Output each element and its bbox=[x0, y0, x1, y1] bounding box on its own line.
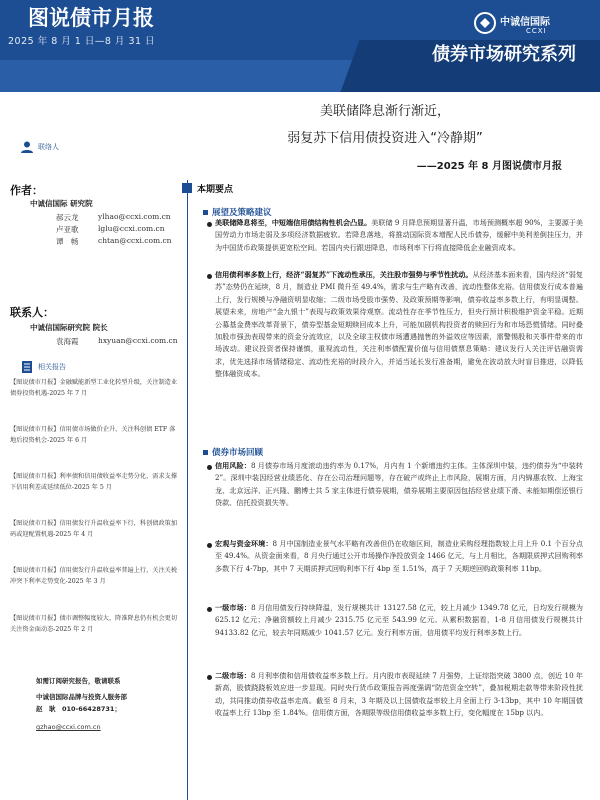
related-reports-label: 相关报告 bbox=[38, 363, 66, 371]
paragraph-body: 从经济基本面来看，国内经济“弱复苏”态势仍在延续，8 月，制造业 PMI 微升至 49.4%，需求与生产略有改善，流动性整体充裕。信用债发行成本普遍上行，发行规模与净融资明显收缩；二级市场受股市强势、及政策预期等影响，债券收益率多数上行，有明显调整。展望未来，房地产“金九银十”表现与政策效果待观察。流动性存在季节性压力，但央行预计积极维护资金平稳。近期公募基金费率改革背景下，债券型基金短期赎回成本上升，可能加剧机构投资者的赎回行为和市场恐慌情绪。同时叠加股市强劲表现带来的资金分流效应，以及全球主权债市场遭遇抛售的外溢效应等因素，需警惕股和关事件带来的市场波动。建议投资者保持谨慎，重视流动性，关注利率债配置价值与信用债票息策略：建议发行人关注评估融资需求，优先选择市场情绪稳定、流动性充裕的时段介入，并适当延长发行准备期，避免在波动放大时盲目推进，以降低整体融资成本。 bbox=[215, 270, 583, 379]
logo-name: 中诚信国际 bbox=[500, 17, 550, 28]
paragraph-body: 8 月中国制造业景气水平略有改善但仍在收缩区间，制造业采购经理指数较上月上升 0.1 个百分点至 49.4%。从资金面来看，8 月央行通过公开市场操作净投放资金 1466 亿元，与上月相比，各期限质押式回购利率多数下行 4-7bp，其中 7 天期质押式回购利率下行 4bp 至 1.51%，高于 7 天期逆回购政策利率 11bp。 bbox=[215, 539, 584, 573]
contact-label: 联系人： bbox=[10, 306, 54, 319]
bullet-icon bbox=[207, 607, 212, 612]
section-heading bbox=[203, 446, 263, 458]
paragraph-lead: 信用风险： bbox=[215, 461, 251, 470]
subscription-info bbox=[36, 675, 127, 733]
paragraph bbox=[215, 460, 583, 510]
highlights-label: 本期要点 bbox=[197, 185, 234, 195]
paragraph-body: 8 月利率债和信用债收益率多数上行。月内股市表现延续 7 月强势，上证综指突破 3800 点，创近 10 年新高，股债跷跷板效应进一步显现。同时央行货币政策报告再度强调“防范资金空转”，叠加税期走款等带来阶段性扰动，共同推动债券收益率走高。截至 8 月末，3 年期及以上国债收益率较上月全面上行 3-13bp，其中 10 年期国债收益率上行 13bp 至 1.84%。信用债方面，各期限等级信用债收益率多数上行，变化幅度在 15bp 以内。 bbox=[215, 671, 584, 718]
paragraph-body: 8 月债券市场月度滚动违约率为 0.17%，月内有 1 个新增违约主体。主体深圳中装，违约债券为“中装转 2”。深圳中装因经营业绩恶化、存在公司治理问题等，存在破产或终止上市风险，展期方面，月内锦惠农牧、上海宝龙、北京远洋、正兴隆、鹏博士共 5 家主体进行债券展期，债券展期主要原因包括经营业绩下滑、未能如期偿还银行贷款、信托投资损失等。 bbox=[215, 461, 583, 508]
subscribe-contact: 赵 耿 010-66428731； bbox=[36, 705, 121, 713]
bullet-icon bbox=[207, 543, 212, 548]
section-marker bbox=[203, 210, 208, 215]
contact-row bbox=[56, 336, 178, 347]
paragraph bbox=[215, 269, 583, 381]
report-body bbox=[187, 180, 587, 800]
related-report-link[interactable]: 【图说债市月报】利率债和信用债收益率走势分化，需求支撑下信用利差或延续低位-2025 年 5 月 bbox=[10, 473, 178, 491]
paragraph-lead: 美联储降息将至，中短端信用债结构性机会凸显。 bbox=[215, 218, 372, 227]
section-marker bbox=[203, 450, 208, 455]
bullet-icon bbox=[207, 675, 212, 680]
author-name: 谭 畅 bbox=[56, 237, 79, 246]
contact-name: 袁海霞 bbox=[56, 337, 79, 346]
related-reports-heading bbox=[20, 360, 66, 374]
date-range: 2025 年 8 月 1 日—8 月 31 日 bbox=[8, 36, 156, 47]
paragraph-body: 8 月信用债发行持续降温，发行规模共计 13127.58 亿元，较上月减少 1349.78 亿元，日均发行规模为 625.12 亿元；净融资额较上月减少 2315.75 亿元至 543.99 亿元。从累积数据看，1-8 月信用债发行规模共计 94133.82 亿元，较去年同期减少 1041.57 亿元。发行利率方面，信用债平均发行利率多数上行。 bbox=[215, 603, 584, 637]
author-row bbox=[56, 212, 171, 223]
paragraph-lead: 信用债利率多数上行，经济“弱复苏”下流动性承压，关注股市强势与季节性扰动。 bbox=[215, 270, 473, 279]
report-subtitle: ——2025 年 8 月图说债市月报 bbox=[416, 161, 562, 172]
ccxi-logo bbox=[474, 8, 584, 44]
author-email[interactable]: chtan@ccxi.com.cn bbox=[98, 236, 172, 245]
author-org: 中诚信国际 研究院 bbox=[30, 199, 93, 208]
report-series-title: 债券市场研究系列 bbox=[432, 44, 576, 65]
document-icon bbox=[20, 360, 34, 374]
related-report-link[interactable]: 【图说债市月报】信用债发行升温收益率普遍上行，关注关税冲突下利率走势变化-2025 年 3 月 bbox=[10, 567, 178, 585]
related-report-link[interactable]: 【图说债市月报】债市调整幅度较大，降准降息仍有机会更切关注资金面动态-2025 年 2 月 bbox=[10, 615, 178, 633]
bullet-icon bbox=[207, 465, 212, 470]
contact-heading bbox=[20, 140, 59, 154]
related-reports-list bbox=[10, 378, 178, 661]
author-row bbox=[56, 224, 165, 235]
related-report-link[interactable]: 【图说债市月报】信用债发行升温收益率下行，科创债政策加码或迎配置机遇-2025 年 4 月 bbox=[10, 520, 178, 538]
subscribe-line-1: 如需订阅研究报告，敬请联系 bbox=[36, 677, 121, 685]
ccxi-logo-icon bbox=[474, 12, 496, 34]
paragraph-lead: 宏观与资金环境： bbox=[215, 539, 273, 548]
person-icon bbox=[20, 140, 34, 154]
author-email[interactable]: lglu@ccxi.com.cn bbox=[98, 224, 165, 233]
paragraph-lead: 二级市场： bbox=[215, 671, 251, 680]
contact-heading-label: 联络人 bbox=[38, 143, 59, 151]
bullet-icon bbox=[207, 274, 212, 279]
contact-email[interactable]: hxyuan@ccxi.com.cn bbox=[98, 336, 178, 345]
section-title: 债券市场回顾 bbox=[212, 448, 264, 458]
section-title: 展望及策略建议 bbox=[212, 208, 272, 218]
divider-line bbox=[187, 180, 188, 800]
paragraph-body: 美联储 9 月降息预期显著升温，市场预测概率超 90%，主要源于美国劳动力市场走弱及多项经济数据疲软。若降息落地，将推动国际资本增配人民币债券，缓解中美利差倒挂压力，并为中国货币政策提供更宽松空间。若国内央行跟进降息，市场利率下行将直接降低企业融资成本。 bbox=[215, 218, 584, 252]
bullet-icon bbox=[207, 222, 212, 227]
paragraph bbox=[215, 670, 583, 720]
logo-sub: CCXI bbox=[526, 27, 547, 35]
subscribe-email[interactable]: gzhao@ccxi.com.cn bbox=[36, 723, 101, 731]
contact-org: 中诚信国际研究院 院长 bbox=[30, 323, 108, 332]
title-line-1: 美联储降息渐行渐近， bbox=[319, 104, 450, 119]
subscribe-line-2: 中诚信国际品牌与投资人服务部 bbox=[36, 693, 127, 701]
report-banner bbox=[0, 0, 600, 92]
paragraph-lead: 一级市场： bbox=[215, 603, 252, 612]
paragraph bbox=[215, 538, 583, 575]
title-line-2: 弱复苏下信用债投资进入“冷静期” bbox=[287, 131, 483, 146]
paragraph bbox=[215, 217, 583, 254]
authors-label: 作者： bbox=[10, 184, 43, 197]
sidebar bbox=[0, 140, 180, 800]
author-name: 郝云龙 bbox=[56, 213, 79, 222]
author-name: 卢亚歌 bbox=[56, 225, 79, 234]
author-email[interactable]: ylhao@ccxi.com.cn bbox=[98, 212, 171, 221]
related-report-link[interactable]: 【图说债市月报】信用债市场做价企升，关注科创债 ETF 落地后投资机会-2025 年 6 月 bbox=[10, 426, 176, 444]
paragraph bbox=[215, 602, 583, 639]
series-title: 图说债市月报 bbox=[28, 6, 154, 30]
highlights-marker bbox=[182, 183, 192, 193]
related-report-link[interactable]: 【图说债市月报】金融赋能新型工业化转型升级，关注制造业债券投资机遇-2025 年 7 月 bbox=[10, 379, 178, 397]
author-row bbox=[56, 236, 172, 247]
